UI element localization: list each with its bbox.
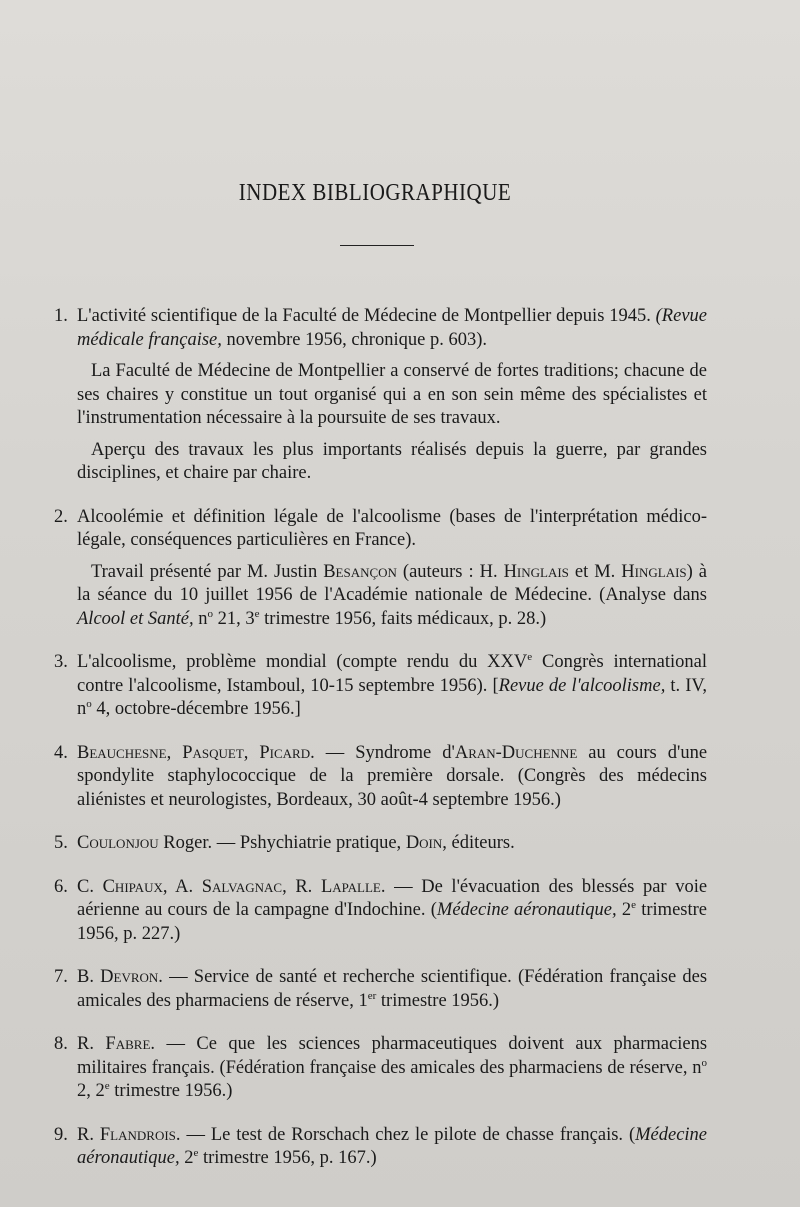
eponym-name: Aran-Duchenne xyxy=(454,742,578,763)
bibliography-entry-1 xyxy=(54,305,707,486)
entry-text: Coulonjou Roger. — Pshychiatrie pratique, Doin, éditeurs. xyxy=(77,833,515,853)
journal-name: Alcool et Santé, xyxy=(77,608,194,629)
entry-summary-2: Aperçu des travaux les plus importants réalisés depuis la guerre, par grandes disciplines, et chaire par chaire. xyxy=(77,439,707,483)
bibliography-entry-3 xyxy=(54,650,708,722)
entry-number: 9. xyxy=(54,1124,68,1145)
title-divider xyxy=(340,245,414,246)
entry-text: B. Devron. — Service de santé et recherche scientifique. (Fédération française des amicales des pharmaciens de réserve, 1er trimestre 1956.) xyxy=(77,967,708,1011)
entry-text: L'alcoolisme, problème mondial (compte rendu du XXVe Congrès international contre l'alcoolisme, Istamboul, 10-15 septembre 1956). [Revue de l'alcoolisme, t. IV, $n^o$ 4, octobre-décembre 1956.] xyxy=(77,650,708,719)
bibliography-entry-8 xyxy=(54,1033,708,1104)
entry-source: novembre 1956, chronique p. 603). xyxy=(226,329,487,350)
journal-name: Revue de l'alcoolisme, xyxy=(498,675,666,696)
entry-number: 6. xyxy=(54,876,68,897)
entry-title: Alcoolémie et définition légale de l'alcoolisme (bases de l'interprétation médico-légale, conséquences particulières en France). xyxy=(77,506,707,550)
page-title: INDEX BIBLIOGRAPHIQUE xyxy=(238,178,512,206)
author-name: Devron. xyxy=(100,967,163,987)
bibliography-entry-2 xyxy=(54,506,708,632)
entry-number: 8. xyxy=(54,1034,68,1054)
author-name: Hinglais xyxy=(503,561,569,582)
entry-title: L'activité scientifique de la Faculté de Médecine de Montpellier depuis 1945. xyxy=(77,306,651,326)
entry-number: 1. xyxy=(54,306,68,326)
bibliography-entry-5 xyxy=(54,832,707,856)
entry-text: R. Fabre. — Ce que les sciences pharmaceutiques doivent aux pharmaciens militaires français. (Fédération française des amicales des pharmaciens de réserve, $n^o$ 2, 2e trimestre 1956.) xyxy=(77,1034,708,1101)
entry-number: 3. xyxy=(54,652,68,672)
entry-summary-1: La Faculté de Médecine de Montpellier a conservé de fortes traditions; chacune de ses chaires y constitue un tout organisé qui a en son sein même des spécialistes et l'instrumentation nécessaire à la poursuite de ses travaux. xyxy=(77,361,707,428)
entry-text: C. Chipaux, A. Salvagnac, R. Lapalle. — De l'évacuation des blessés par voie aérienne au cours de la campagne d'Indochine. (Médecine aéronautique, 2e trimestre 1956, p. 227.) xyxy=(77,876,708,944)
author-name: Lapalle. xyxy=(320,876,386,897)
author-name: Flandrois. xyxy=(99,1124,181,1145)
entry-number: 5. xyxy=(54,833,68,853)
author-name: Coulonjou xyxy=(77,833,159,853)
author-name: Beauchesne, Pasquet, Picard. xyxy=(77,742,315,763)
entry-number: 2. xyxy=(54,506,68,527)
entry-number: 7. xyxy=(54,967,68,987)
bibliography-entry-4 xyxy=(54,742,708,813)
bibliography-entry-7 xyxy=(54,966,708,1013)
author-name: Salvagnac, xyxy=(201,876,287,897)
bibliography-entry-6 xyxy=(54,876,708,947)
publisher-name: Doin, xyxy=(405,833,447,853)
journal-name: (Revue médicale française, xyxy=(77,306,707,350)
entry-text: R. Flandrois. — Le test de Rorschach chez le pilote de chasse français. (Médecine aéronautique, 2e trimestre 1956, p. 167.) xyxy=(77,1124,708,1168)
author-name: Besançon xyxy=(323,561,397,582)
entry-number: 4. xyxy=(54,742,68,763)
author-name: Chipaux, xyxy=(102,876,168,897)
journal-name: Médecine aéronautique, xyxy=(77,1124,708,1168)
author-name: Hinglais xyxy=(621,561,687,582)
bibliography-entry-9 xyxy=(54,1124,708,1171)
bibliography-list xyxy=(0,305,800,1171)
author-name: Fabre. xyxy=(105,1034,156,1054)
entry-note: Travail présenté par M. Justin Besançon (auteurs : H. Hinglais et M. Hinglais) à la séance du 10 juillet 1956 de l'Académie nationale de Médecine. (Analyse dans Alcool et Santé, $n^o$ 21, 3e trimestre 1956, faits médicaux, p. 28.) xyxy=(77,561,708,629)
journal-name: Médecine aéronautique, xyxy=(436,900,617,920)
entry-text: Beauchesne, Pasquet, Picard. — Syndrome d'Aran-Duchenne au cours d'une spondylite staphylococcique de la première dorsale. (Congrès des médecins aliénistes et neurologistes, Bordeaux, 30 août-4 septembre 1956.) xyxy=(77,742,708,810)
